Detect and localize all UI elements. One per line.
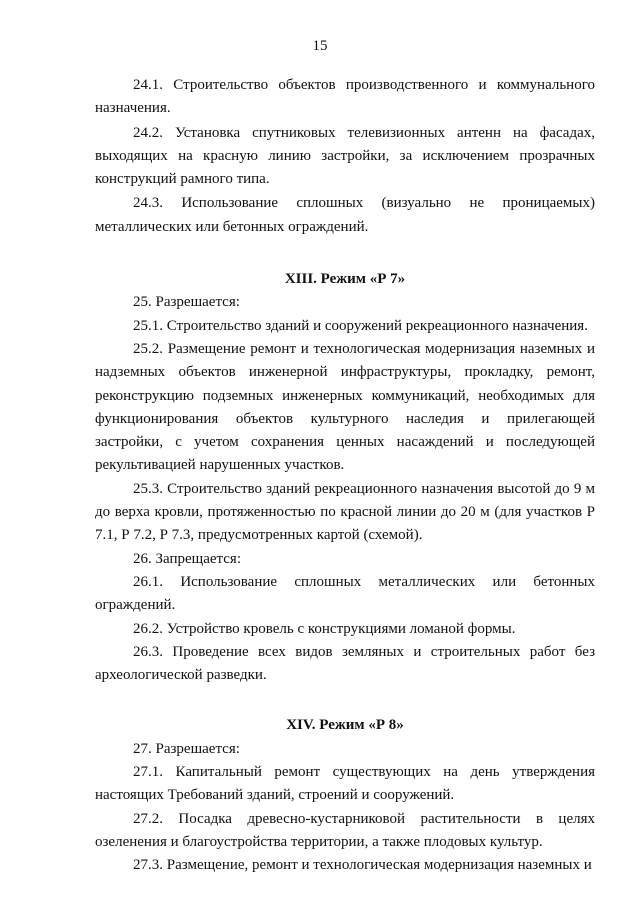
paragraph-24-2: 24.2. Установка спутниковых телевизионных антенн на фасадах, выходящих на красную линию застройки, за исключением прозрачных конструкций рамного типа.	[95, 124, 595, 188]
paragraph-27: 27. Разрешается:	[133, 740, 240, 757]
paragraph-26-3: 26.3. Проведение всех видов земляных и строительных работ без археологической разведки.	[95, 643, 595, 684]
paragraph-25-1: 25.1. Строительство зданий и сооружений рекреационного назначения.	[133, 317, 588, 334]
paragraph-24-1: 24.1. Строительство объектов производственного и коммунального назначения.	[95, 77, 595, 117]
paragraph-26-1: 26.1. Использование сплошных металлических или бетонных ограждений.	[95, 573, 595, 614]
paragraph-25-3: 25.3. Строительство зданий рекреационного назначения высотой до 9 м до верха кровли, протяженностью по красной линии до 20 м (для участков Р 7.1, Р 7.2, Р 7.3, предусмотренных картой (схемой).	[95, 480, 595, 544]
paragraph-27-3: 27.3. Размещение, ремонт и технологическая модернизация наземных и	[133, 857, 592, 874]
paragraph-25-2: 25.2. Размещение ремонт и технологическая модернизация наземных и надземных объектов инженерной инфраструктуры, прокладку, ремонт, реконструкцию подземных инженерных коммуникаций, необходимых для функционирования объектов культурного наследия и прилегающей застройки, с учетом сохранения ценных насаждений и последующей рекультивацией нарушенных участков.	[95, 340, 595, 474]
page-number: 15	[312, 38, 328, 54]
paragraph-25: 25. Разрешается:	[133, 294, 240, 311]
document-body	[95, 74, 595, 878]
section-heading-xiv: XIV. Режим «Р 8»	[286, 717, 404, 734]
paragraph-27-1: 27.1. Капитальный ремонт существующих на день утверждения настоящих Требований зданий, строений и сооружений.	[95, 764, 595, 804]
section-heading-xiii: XIII. Режим «Р 7»	[284, 271, 406, 288]
paragraph-27-2: 27.2. Посадка древесно-кустарниковой растительности в целях озеленения и благоустройства территории, а также плодовых культур.	[95, 810, 595, 850]
paragraph-26: 26. Запрещается:	[133, 550, 241, 567]
paragraph-24-3: 24.3. Использование сплошных (визуально не проницаемых) металлических или бетонных ограждений.	[95, 195, 595, 235]
paragraph-26-2: 26.2. Устройство кровель с конструкциями ломаной формы.	[133, 620, 516, 637]
